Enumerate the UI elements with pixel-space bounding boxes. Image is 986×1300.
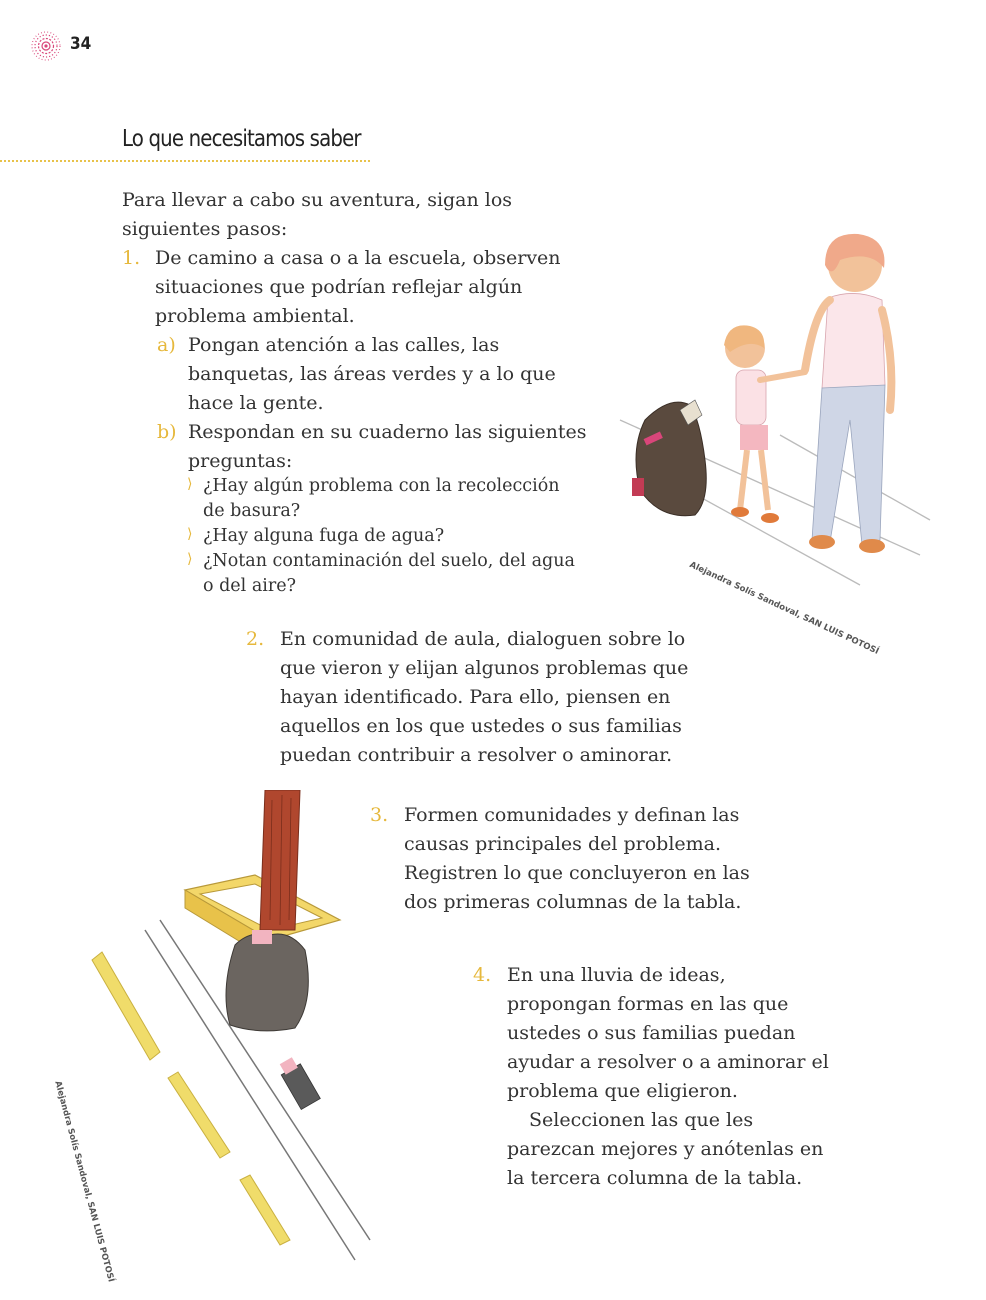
step-1a-text: Pongan atención a las calles, las banquetas, las áreas verdes y a lo que hace la gente. <box>188 334 556 414</box>
page-number: 34 <box>70 34 92 54</box>
step-1-text: De camino a casa o a la escuela, observen situaciones que podrían reflejar algún problema ambiental. <box>155 247 561 327</box>
step-1b-letter: b) <box>157 421 177 443</box>
question-3: ¿Notan contaminación del suelo, del agua o del aire? <box>203 551 575 596</box>
bottom-illustration-credit: Alejandra Solís Sandoval, SAN LUIS POTOSÍ <box>52 1080 116 1284</box>
step-1-number: 1. <box>122 247 141 269</box>
step-3-number: 3. <box>370 804 389 826</box>
step-1b-text: Respondan en su cuaderno las siguientes preguntas: <box>188 421 587 472</box>
step-1a-letter: a) <box>157 334 176 356</box>
title-underline <box>0 160 370 162</box>
top-illustration-credit: Alejandra Solís Sandoval, SAN LUIS POTOSÍ <box>687 560 881 657</box>
mandala-icon <box>30 30 62 62</box>
section-title: Lo que necesitamos saber <box>122 126 361 152</box>
question-1: ¿Hay algún problema con la recolección de basura? <box>203 476 560 521</box>
bullet-icon: ⟩ <box>187 476 193 492</box>
bullet-icon: ⟩ <box>187 526 193 542</box>
step-4-text: En una lluvia de ideas, propongan formas en las que ustedes o sus familias puedan ayudar a resolver o a aminorar el problema que eligieron. Seleccionen las que les parezcan mejores y anótenlas en la tercera columna de la tabla. <box>507 964 829 1189</box>
step-2-number: 2. <box>246 628 265 650</box>
step-2-text: En comunidad de aula, dialoguen sobre lo que vieron y elijan algunos problemas que hayan identificado. Para ello, piensen en aquellos en los que ustedes o sus familias puedan contribuir a resolver o aminorar. <box>280 628 689 766</box>
question-2: ¿Hay alguna fuga de agua? <box>203 526 445 546</box>
intro-text: Para llevar a cabo su aventura, sigan los siguientes pasos: <box>122 189 513 240</box>
illustration-street-garbage <box>60 790 400 1270</box>
illustration-mother-child <box>600 220 940 610</box>
step-4-number: 4. <box>473 964 492 986</box>
bullet-icon: ⟩ <box>187 551 193 567</box>
step-3-text: Formen comunidades y definan las causas principales del problema. Registren lo que concluyeron en las dos primeras columnas de la tabla. <box>404 804 750 913</box>
